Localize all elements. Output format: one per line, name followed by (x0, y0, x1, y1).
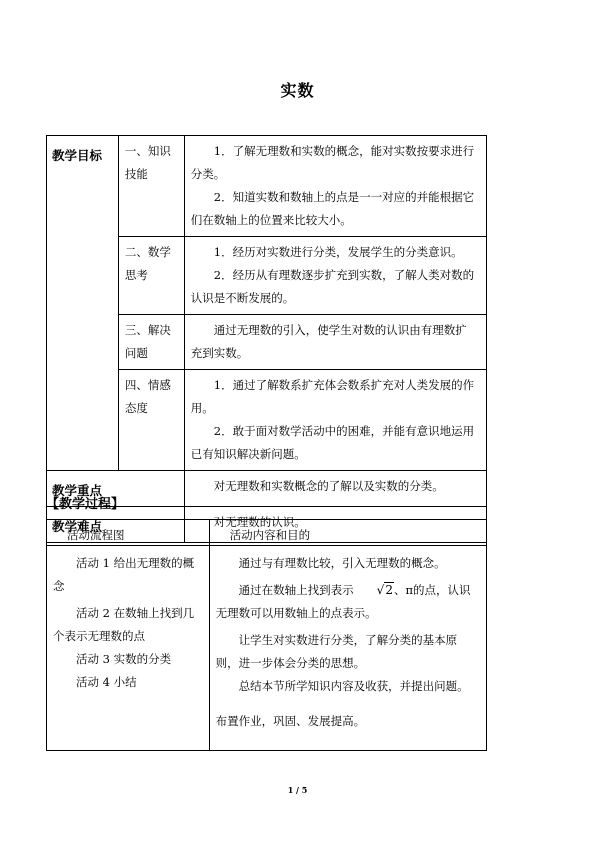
sqrt-symbol: √2 (376, 583, 393, 597)
goal-sub-label: 三、解决问题 (118, 315, 184, 370)
process-section-title: 【教学过程】 (46, 497, 125, 512)
goal-sub-label: 一、知识技能 (118, 136, 184, 237)
page-number: 1 / 5 (287, 785, 308, 795)
goal-content (184, 315, 486, 370)
teaching-process-table (46, 519, 487, 751)
goal-line: 1．经历对实数进行分类，发展学生的分类意识。 (213, 245, 463, 259)
difficult-point-text: 对无理数的认识。 (213, 515, 306, 529)
process-body-row (47, 546, 487, 751)
goal-line: 1．了解无理数和实数的概念，能对实数按要求进行分类。 (190, 144, 475, 181)
activity-item: 活动 3 实数的分类 (76, 652, 172, 666)
activity-item: 活动 4 小结 (76, 675, 137, 689)
purpose-item (216, 579, 480, 625)
key-point-label: 教学重点 (47, 471, 185, 507)
goal-content (184, 136, 486, 237)
purpose-item: 总结本节所学知识内容及收获，并提出问题。 (238, 679, 469, 693)
purpose-item: 让学生对实数进行分类，了解分类的基本原则，进一步体会分类的思想。 (215, 633, 458, 670)
sqrt-radicand: 2 (385, 583, 393, 597)
goal-row-knowledge (47, 136, 487, 237)
goal-line: 2．敢于面对数学活动中的困难，并能有意识地运用已有知识解决新问题。 (190, 424, 475, 461)
purpose-item: 布置作业，巩固、发展提高。 (215, 713, 366, 728)
process-header-row (47, 520, 487, 546)
goal-line: 2．经历从有理数逐步扩充到实数，了解人类对数的认识是不断发展的。 (190, 268, 475, 305)
goal-line: 2．知道实数和数轴上的点是一一对应的并能根据它们在数轴上的位置来比较大小。 (190, 190, 475, 227)
activity-item: 活动 2 在数轴上找到几个表示无理数的点 (53, 606, 195, 643)
activity-flow-cell (47, 546, 210, 751)
key-point-text: 对无理数和实数概念的了解以及实数的分类。 (213, 479, 444, 493)
goal-sub-label: 二、数学思考 (118, 237, 184, 315)
purpose-header: 活动内容和目的 (209, 520, 486, 546)
difficult-point-label: 教学难点 (47, 507, 185, 543)
purpose-item: 通过与有理数比较，引入无理数的概念。 (238, 556, 446, 570)
key-point-content (184, 471, 486, 507)
activity-item: 活动 1 给出无理数的概念 (53, 556, 195, 593)
purpose-text: 、π的点，认识无理数可以用数轴上的点表示。 (215, 583, 471, 620)
goal-sub-label: 四、情感态度 (118, 370, 184, 471)
page-title: 实数 (280, 81, 315, 100)
flow-header: 活动流程图 (47, 520, 210, 546)
goals-label: 教学目标 (47, 136, 119, 471)
activity-purpose-cell (209, 546, 486, 751)
goal-content (184, 237, 486, 315)
goal-line: 1．通过了解数系扩充体会数系扩充对人类发展的作用。 (190, 378, 475, 415)
goal-line: 通过无理数的引入，使学生对数的认识由有理数扩充到实数。 (190, 323, 467, 360)
goal-content (184, 370, 486, 471)
teaching-goals-table (46, 135, 487, 543)
purpose-text: 通过在数轴上找到表示 (238, 583, 354, 597)
